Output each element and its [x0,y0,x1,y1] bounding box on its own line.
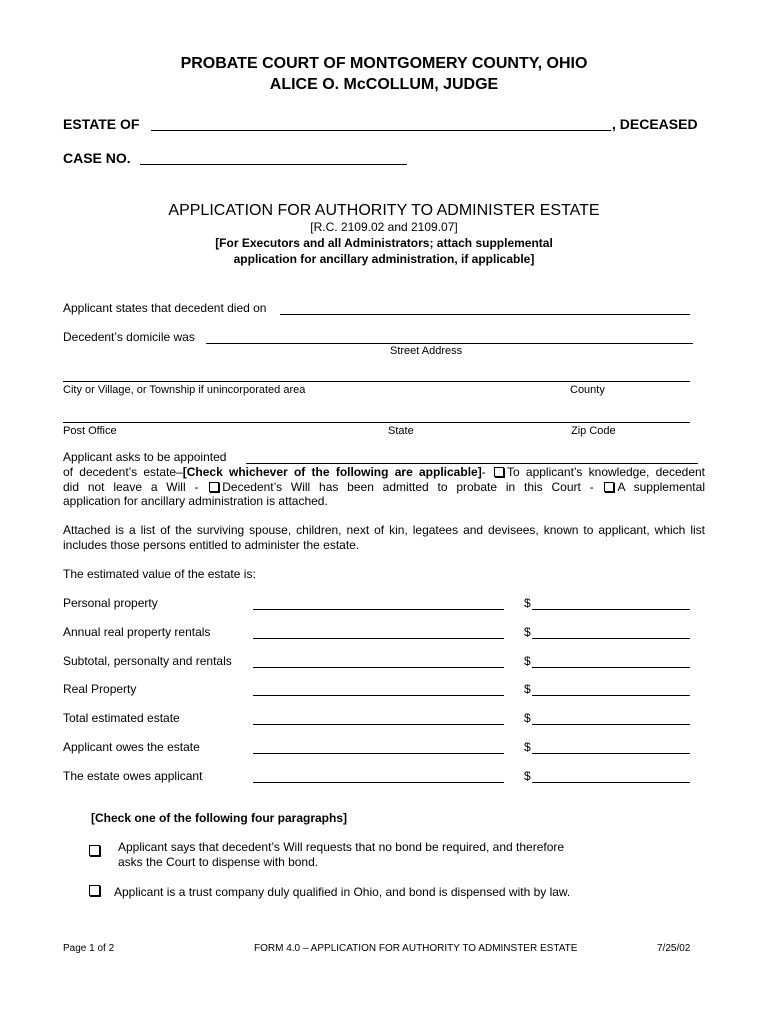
estimate-row-amount-field[interactable] [532,782,690,783]
dollar-sign: $ [524,625,531,639]
attached-paragraph [63,523,705,552]
bond-paragraph-1-line-1: Applicant says that decedent’s Will requests that no bond be required, and therefore [118,840,565,854]
no-bond-checkbox-wrap [89,842,100,860]
estimate-row-description-field[interactable] [253,638,504,639]
will-admitted-checkbox[interactable] [209,482,219,492]
applicable-line2-b: Decedent’s Will has been admitted to probate in this Court - [222,479,594,494]
application-title: APPLICATION FOR AUTHORITY TO ADMINISTER ESTATE [168,202,600,219]
estimate-row-label: Subtotal, personalty and rentals [63,654,232,668]
trust-company-checkbox-wrap [89,882,100,900]
title-note-line-1: [For Executors and all Administrators; attach supplemental [215,236,553,250]
applicable-dash: - [481,465,486,479]
county-label: County [570,384,605,396]
attached-line-1: Attached is a list of the surviving spouse, children, next of kin, legatees and devisees, known to applicant, which list [63,523,705,537]
estimate-row-amount-field[interactable] [532,753,690,754]
estimate-row-description-field[interactable] [253,695,504,696]
no-will-checkbox[interactable] [494,467,504,477]
judge-name: ALICE O. McCOLLUM, JUDGE [269,76,499,93]
bond-heading: [Check one of the following four paragraphs] [91,811,348,825]
applicable-line2-a: did not leave a Will - [63,479,199,494]
estimate-intro: The estimated value of the estate is: [63,567,256,581]
estimate-row-label: Total estimated estate [63,711,180,725]
trust-company-checkbox[interactable] [89,885,100,896]
estimate-row-amount-field[interactable] [532,609,690,610]
city-county-field[interactable] [63,381,690,382]
date-of-death-field[interactable] [280,314,690,315]
estimate-row-description-field[interactable] [253,782,504,783]
estimate-row-label: The estate owes applicant [63,769,203,783]
case-number-field[interactable] [140,164,407,165]
bond-paragraph-2: Applicant is a trust company duly qualified in Ohio, and bond is dispensed with by law. [114,885,571,899]
applicable-instruction: [Check whichever of the following are applicable] [182,465,482,479]
estimate-row-label: Personal property [63,596,158,610]
estimate-row-amount-field[interactable] [532,724,690,725]
estimate-row-label: Annual real property rentals [63,625,211,639]
case-no-label: CASE NO. [63,150,131,166]
domicile-label: Decedent’s domicile was [63,330,195,344]
city-label: City or Village, or Township if unincorporated area [63,384,306,396]
estimate-row-amount-field[interactable] [532,667,690,668]
street-address-label: Street Address [390,345,463,357]
form-name: FORM 4.0 – APPLICATION FOR AUTHORITY TO ADMINSTER ESTATE [254,943,578,954]
appointed-label: Applicant asks to be appointed [63,450,227,464]
page-number: Page 1 of 2 [63,943,115,954]
estimate-row-description-field[interactable] [253,609,504,610]
dollar-sign: $ [524,682,531,696]
post-office-state-zip-field[interactable] [63,422,690,423]
bond-paragraph-1-line-2: asks the Court to dispense with bond. [118,855,319,869]
applicable-line1-a: of decedent’s estate– [63,465,183,479]
deceased-label: , DECEASED [612,116,698,132]
form-date: 7/25/02 [657,943,691,954]
estate-name-field[interactable] [151,130,611,131]
appointee-name-field[interactable] [246,463,698,464]
estimate-row-label: Applicant owes the estate [63,740,200,754]
dollar-sign: $ [524,654,531,668]
estimate-row-description-field[interactable] [253,667,504,668]
title-note-line-2: application for ancillary administration, if applicable] [233,252,535,266]
estimate-row-description-field[interactable] [253,753,504,754]
dollar-sign: $ [524,740,531,754]
street-address-field[interactable] [206,343,693,344]
applicable-line3: application for ancillary administration is attached. [63,494,328,508]
dollar-sign: $ [524,769,531,783]
attached-line-2: includes those persons entitled to administer the estate. [63,537,360,552]
state-label: State [388,425,414,437]
zip-code-label: Zip Code [571,425,616,437]
dollar-sign: $ [524,711,531,725]
applicable-paragraph [63,465,705,509]
estimate-row-label: Real Property [63,682,137,696]
died-on-label: Applicant states that decedent died on [63,301,267,315]
post-office-label: Post Office [63,425,117,437]
estimate-row-description-field[interactable] [253,724,504,725]
statute-reference: [R.C. 2109.02 and 2109.07] [310,220,458,234]
dollar-sign: $ [524,596,531,610]
court-title: PROBATE COURT OF MONTGOMERY COUNTY, OHIO [180,55,588,72]
supplemental-checkbox[interactable] [604,482,614,492]
applicable-line1-c: To applicant’s knowledge, decedent [506,465,706,479]
no-bond-checkbox[interactable] [89,845,100,856]
estimate-row-amount-field[interactable] [532,695,690,696]
estimate-row-amount-field[interactable] [532,638,690,639]
estate-of-label: ESTATE OF [63,116,140,132]
applicable-line2-c: A supplemental [617,479,705,494]
